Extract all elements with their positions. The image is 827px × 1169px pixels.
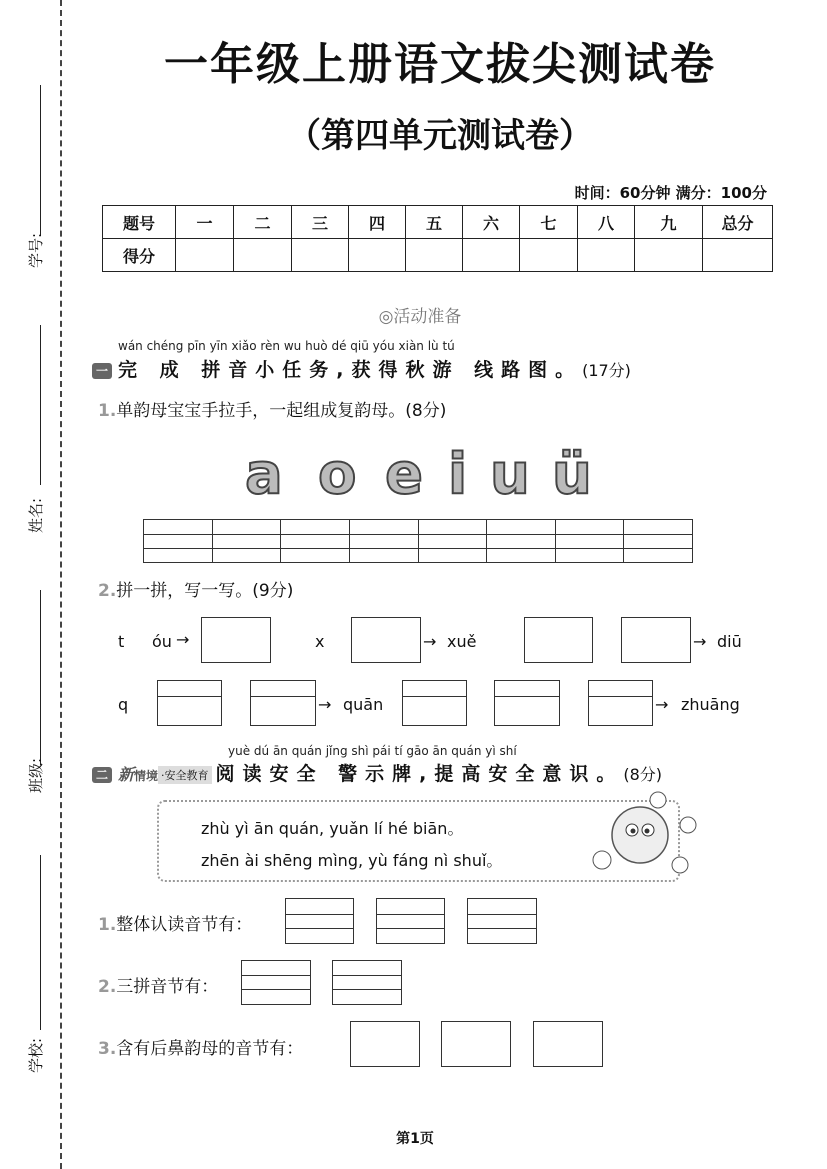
answer-box[interactable]: [250, 680, 316, 726]
answer-box[interactable]: [241, 960, 311, 1005]
vowel-o-illustration: o: [318, 442, 357, 507]
score-cell[interactable]: [520, 239, 578, 272]
arrow-icon: →: [176, 630, 190, 649]
writing-cell[interactable]: [556, 519, 625, 563]
question-2-3: [98, 1034, 303, 1059]
score-cell[interactable]: [703, 239, 773, 272]
header-cell: 二: [234, 206, 292, 239]
four-line-writing-grid: [143, 519, 693, 563]
section2-heading: [92, 759, 662, 786]
score-cell[interactable]: [176, 239, 234, 272]
writing-cell[interactable]: [419, 519, 488, 563]
final-ou: óu: [152, 632, 172, 651]
initial-t: t: [118, 632, 125, 651]
section-label: ◎活动准备: [378, 307, 462, 327]
section1-heading: [92, 355, 631, 382]
score-cell[interactable]: [463, 239, 520, 272]
page-title: 一年级上册语文拔尖测试卷: [164, 39, 716, 90]
answer-box[interactable]: [494, 680, 560, 726]
page-subtitle: （第四单元测试卷）: [287, 116, 593, 156]
header-cell: 七: [520, 206, 578, 239]
arrow-icon: →: [423, 632, 437, 651]
question-number: 3.: [98, 1039, 117, 1059]
question-number: 2.: [98, 581, 117, 601]
section2-heading-text: 阅读安全 警示牌,提高安全意识。: [215, 763, 624, 785]
header-cell: 九: [635, 206, 703, 239]
header-cell: 六: [463, 206, 520, 239]
writing-cell[interactable]: [281, 519, 350, 563]
section2-score: (8分): [623, 765, 663, 784]
section1-score: (17分): [582, 361, 631, 380]
answer-box[interactable]: [376, 898, 445, 944]
section2-pinyin: yuè dú ān quán jǐng shì pái tí gāo ān quán yì shí: [228, 744, 517, 758]
answer-box[interactable]: [201, 617, 271, 663]
answer-box[interactable]: [441, 1021, 511, 1067]
header-cell: 三: [292, 206, 349, 239]
header-cell: 五: [406, 206, 463, 239]
vowel-i-illustration: i: [448, 442, 468, 507]
answer-box[interactable]: [285, 898, 354, 944]
vowel-a-illustration: a: [245, 442, 283, 507]
question-1: [98, 396, 446, 421]
score-cell[interactable]: [635, 239, 703, 272]
syllable-quan: quān: [343, 695, 384, 714]
score-table: [102, 205, 773, 272]
answer-box[interactable]: [350, 1021, 420, 1067]
answer-box[interactable]: [524, 617, 593, 663]
binding-line: [40, 590, 41, 765]
sign-line: zhēn ài shēng mìng, yù fáng nì shuǐ。: [201, 851, 503, 870]
question-text: 含有后鼻韵母的音节有：: [116, 1039, 304, 1059]
section1-pinyin: wán chéng pīn yīn xiǎo rèn wu huò dé qiū yóu xiàn lù tú: [118, 339, 455, 353]
score-cell[interactable]: [578, 239, 635, 272]
initial-q: q: [118, 695, 129, 714]
vowel-e-illustration: e: [385, 442, 423, 507]
answer-box[interactable]: [467, 898, 537, 944]
section-number-badge: 一: [92, 363, 112, 379]
question-number: 2.: [98, 977, 117, 997]
school-label: 学校:: [27, 1037, 46, 1074]
writing-cell[interactable]: [624, 519, 693, 563]
syllable-xue: xuě: [447, 632, 477, 651]
score-cell[interactable]: [292, 239, 349, 272]
name-label: 姓名:: [27, 497, 46, 534]
question-2-1: [98, 910, 252, 935]
score-table-header: [103, 206, 773, 239]
syllable-zhuang: zhuāng: [681, 695, 740, 714]
class-label: 班级:: [27, 757, 46, 794]
header-cell: 总分: [703, 206, 773, 239]
student-id-label: 学号:: [27, 232, 46, 269]
header-cell: 八: [578, 206, 635, 239]
question-2: [98, 576, 293, 601]
answer-box[interactable]: [157, 680, 222, 726]
initial-x: x: [315, 632, 325, 651]
question-2-2: [98, 972, 218, 997]
question-number: 1.: [98, 401, 117, 421]
score-cell[interactable]: [349, 239, 406, 272]
writing-cell[interactable]: [487, 519, 556, 563]
arrow-icon: →: [318, 695, 332, 714]
answer-box[interactable]: [332, 960, 402, 1005]
binding-line: [40, 85, 41, 235]
score-cell[interactable]: [406, 239, 463, 272]
question-number: 1.: [98, 915, 117, 935]
arrow-icon: →: [655, 695, 669, 714]
score-cell[interactable]: [234, 239, 292, 272]
answer-box[interactable]: [621, 617, 691, 663]
section1-heading-text: 完 成 拼音小任务,获得秋游 线路图。: [118, 359, 583, 381]
writing-cell[interactable]: [143, 519, 213, 563]
new-tag: 新: [118, 765, 135, 784]
syllable-diu: diū: [717, 632, 742, 651]
binding-line: [40, 325, 41, 485]
topic-tag: ·安全教育: [158, 766, 212, 784]
header-cell: 一: [176, 206, 234, 239]
answer-box[interactable]: [533, 1021, 603, 1067]
question-text: 单韵母宝宝手拉手，一起组成复韵母。(8分): [116, 401, 447, 421]
writing-cell[interactable]: [350, 519, 419, 563]
answer-box[interactable]: [402, 680, 467, 726]
sign-line: zhù yì ān quán, yuǎn lí hé biān。: [201, 819, 464, 838]
time-info: 时间：60分钟 满分：100分: [574, 184, 767, 202]
cut-line: [60, 0, 62, 1169]
header-cell: 四: [349, 206, 406, 239]
context-tag: 情境: [134, 769, 159, 783]
answer-box[interactable]: [351, 617, 421, 663]
vowel-v-illustration: ü: [552, 442, 592, 507]
binding-line: [40, 855, 41, 1030]
question-text: 整体认读音节有：: [116, 915, 253, 935]
question-text: 拼一拼，写一写。(9分): [116, 581, 294, 601]
answer-box[interactable]: [588, 680, 653, 726]
vowel-u-illustration: u: [490, 442, 530, 507]
lotus-mascot-illustration: [590, 790, 700, 890]
question-text: 三拼音节有：: [116, 977, 219, 997]
row-label: 得分: [103, 239, 176, 272]
writing-cell[interactable]: [213, 519, 282, 563]
arrow-icon: →: [693, 632, 707, 651]
section-number-badge: 二: [92, 767, 112, 783]
page-number: 第1页: [396, 1131, 434, 1147]
header-cell: 题号: [103, 206, 176, 239]
score-row: [103, 239, 773, 272]
